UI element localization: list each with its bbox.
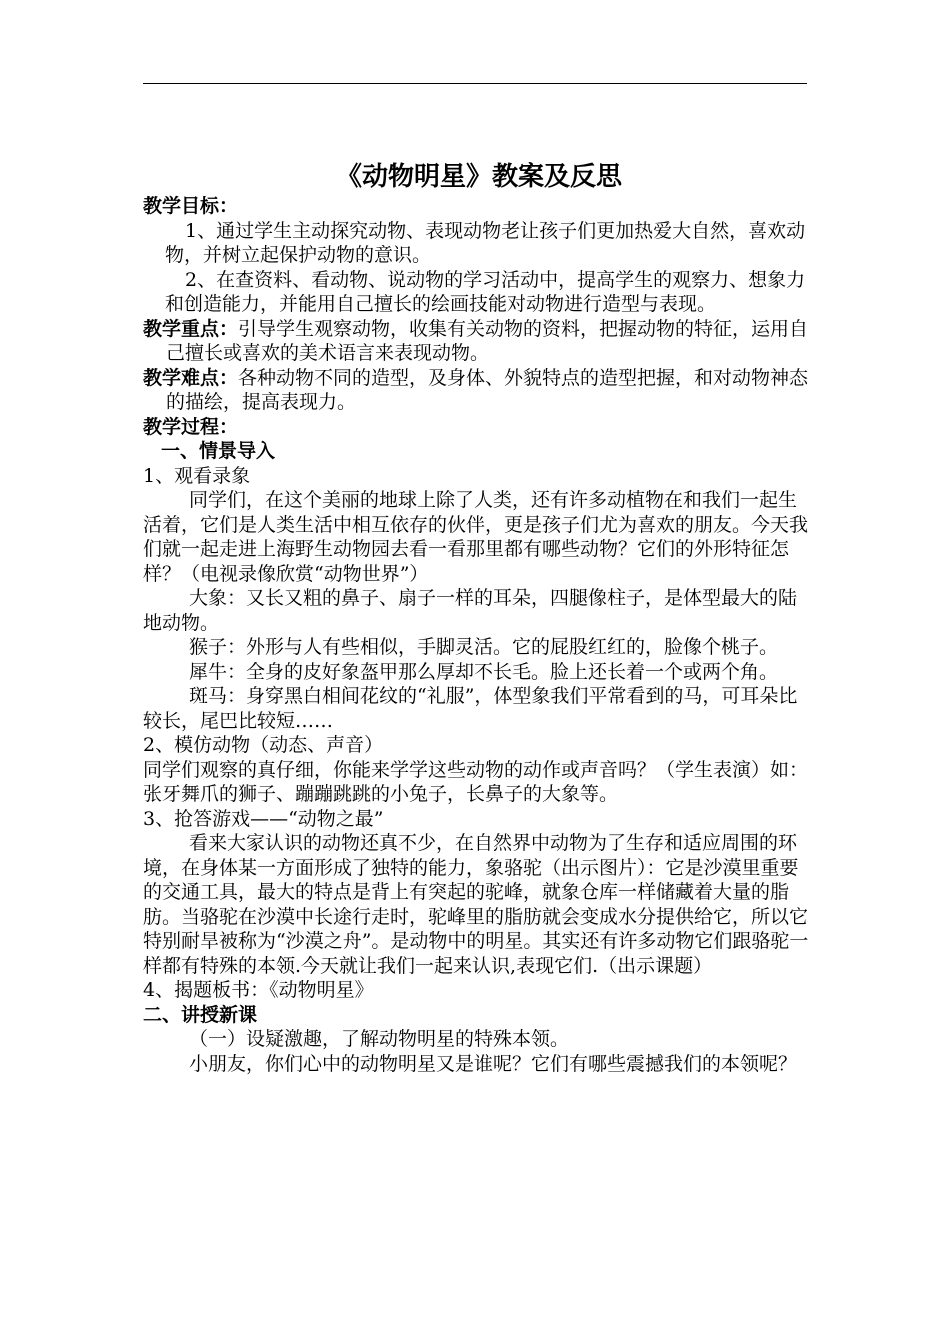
goal-item-2: 2、在查资料、看动物、说动物的学习活动中，提高学生的观察力、想象力和创造能力，并能用自己擅长的绘画技能对动物进行造型与表现。: [165, 268, 806, 315]
paragraph-rhino: 犀牛：全身的皮好象盔甲那么厚却不长毛。脸上还长着一个或两个角。: [189, 660, 779, 683]
difficulty-point: [143, 366, 815, 415]
step-4: 4、揭题板书：《动物明星》: [143, 979, 374, 1001]
subsection-1: （一）设疑激趣，了解动物明星的特殊本领。: [189, 1028, 570, 1050]
section-heading-2: 二、讲授新课: [143, 1003, 258, 1026]
document-title: 《动物明星》教案及反思: [335, 162, 622, 192]
difficulty-label: 教学难点：: [143, 366, 239, 389]
difficulty-text: 各种动物不同的造型，及身体、外貌特点的造型把握，和对动物神态的描绘，提高表现力。: [166, 366, 809, 413]
paragraph-camel: 看来大家认识的动物还真不少，在自然界中动物为了生存和适应周围的环境，在身体某一方面形成了独特的能力，象骆驼（出示图片）：它是沙漠里重要的交通工具，最大的特点是背上有突起的驼峰，就象仓库一样储藏着大量的脂肪。当骆驼在沙漠中长途行走时，驼峰里的脂肪就会变成水分提供给它，所以它特别耐旱被称为“沙漠之舟”。是动物中的明星。其实还有许多动物它们跟骆驼一样都有特殊的本领.今天就让我们一起来认识,表现它们.（出示课题）: [143, 832, 809, 977]
goals-heading: 教学目标：: [143, 195, 239, 217]
goal-item-1: 1、通过学生主动探究动物、表现动物老让孩子们更加热爱大自然，喜欢动物，并树立起保护动物的意识。: [165, 219, 806, 266]
key-point: [143, 317, 815, 366]
key-point-label: 教学重点：: [143, 317, 239, 340]
header-rule: [143, 83, 807, 84]
step-2: 2、模仿动物（动态、声音）: [143, 734, 384, 756]
process-heading: 教学过程：: [143, 415, 239, 438]
key-point-text: 引导学生观察动物，收集有关动物的资料，把握动物的特征，运用自己擅长或喜欢的美术语言来表现动物。: [166, 317, 809, 364]
paragraph-question: 小朋友，你们心中的动物明星又是谁呢？它们有哪些震撼我们的本领呢？: [189, 1052, 798, 1075]
step-1: 1、观看录象: [143, 464, 251, 487]
document-body: [143, 160, 815, 1076]
paragraph-zebra: 斑马：身穿黑白相间花纹的“礼服”，体型象我们平常看到的马，可耳朵比较长，尾巴比较短……: [143, 685, 798, 732]
paragraph-monkey: 猴子：外形与人有些相似，手脚灵活。它的屁股红红的，脸像个桃子。: [189, 636, 779, 658]
step-3: 3、抢答游戏——“动物之最”: [143, 807, 384, 830]
paragraph-elephant: 大象：又长又粗的鼻子、扇子一样的耳朵，四腿像柱子，是体型最大的陆地动物。: [143, 587, 798, 634]
paragraph-intro: 同学们，在这个美丽的地球上除了人类，还有许多动植物在和我们一起生活着，它们是人类生活中相互依存的伙伴，更是孩子们尤为喜欢的朋友。今天我们就一起走进上海野生动物园去看一看那里都有哪些动物？它们的外形特征怎样？（电视录像欣赏“动物世界”）: [143, 489, 809, 585]
section-heading-1: 一、情景导入: [161, 440, 276, 462]
paragraph-imitate: 同学们观察的真仔细，你能来学学这些动物的动作或声音吗？（学生表演）如：张牙舞爪的狮子、蹦蹦跳跳的小兔子，长鼻子的大象等。: [143, 758, 809, 805]
